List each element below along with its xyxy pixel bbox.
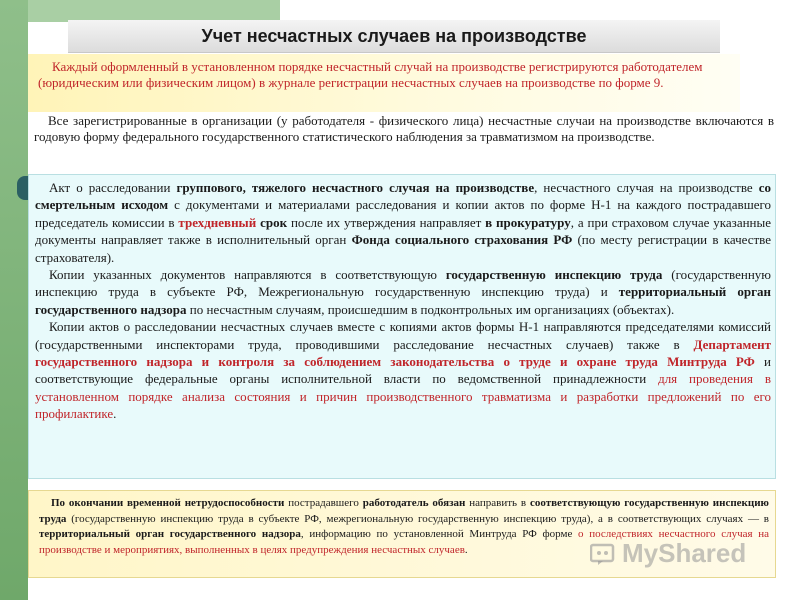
registration-note-text: Каждый оформленный в установленном порядке несчастный случай на производстве регистрируются работодателем (юридическим или физическим лицом) в журнале регистрации несчастных случаев на производстве по форме 9. [38, 59, 703, 90]
myshared-logo-icon [590, 542, 618, 566]
investigation-box [28, 174, 776, 479]
registration-note-box [28, 54, 740, 112]
statistics-text: Все зарегистрированные в организации (у работодателя - физического лица) несчастные случаи на производстве включаются в годовую форму федерального государственного статистического наблюдения за травматизмом на производстве. [34, 113, 774, 144]
investigation-paragraph-1: Акт о расследовании группового, тяжелого несчастного случая на производстве, несчастного случая на производстве со смертельным исходом с документами и материалами расследования и копии актов по форме Н-1 на каждого пострадавшего председатель комиссии в трехдневный срок после их утверждения направляет в прокуратуру, а при страховом случае указанные документы направляет также в исполнительный орган Фонда социального страхования РФ (по месту регистрации в качестве страхователя). [35, 180, 772, 265]
disability-end-paragraph: По окончании временной нетрудоспособности пострадавшего работодатель обязан направить в соответствующую государственную инспекцию труда (государственную инспекцию труда в субъекте РФ, межрегиональную государственную инспекцию труда), а в соответствующих случаях — в территориальный орган государственного надзора, информацию по установленной Минтруда РФ форме о последствиях несчастного случая на производстве и мероприятиях, выполненных в целях предупреждения несчастных случаев. [39, 497, 769, 556]
top-decor-band [28, 0, 280, 22]
title-bar [68, 20, 720, 53]
left-decor-stripe [0, 0, 28, 600]
investigation-paragraph-2: Копии указанных документов направляются в соответствующую государственную инспекцию труда (государственную инспекцию труда в субъекте РФ, Межрегиональную государственную инспекцию труда) и территориальный орган государственного надзора по несчастным случаям, происшедшим в подконтрольных им организациях (объектах). [35, 267, 772, 317]
statistics-paragraph [34, 113, 774, 145]
page-title: Учет несчастных случаев на производстве [201, 25, 587, 46]
myshared-watermark [590, 538, 746, 569]
watermark-text: MyShared [622, 538, 747, 568]
investigation-paragraph-3: Копии актов о расследовании несчастных случаев вместе с копиями актов формы Н-1 направляются председателями комиссий (государственными инспекторами труда, проводившими расследование несчастных случаев) также в Департамент государственного надзора и контроля за соблюдением законодательства о труде и охране труда Минтруда РФ и соответствующие федеральные органы исполнительной власти по ведомственной принадлежности для проведения в установленном порядке анализа состояния и причин производственного травматизма и разработки предложений по его профилактике. [35, 319, 771, 422]
